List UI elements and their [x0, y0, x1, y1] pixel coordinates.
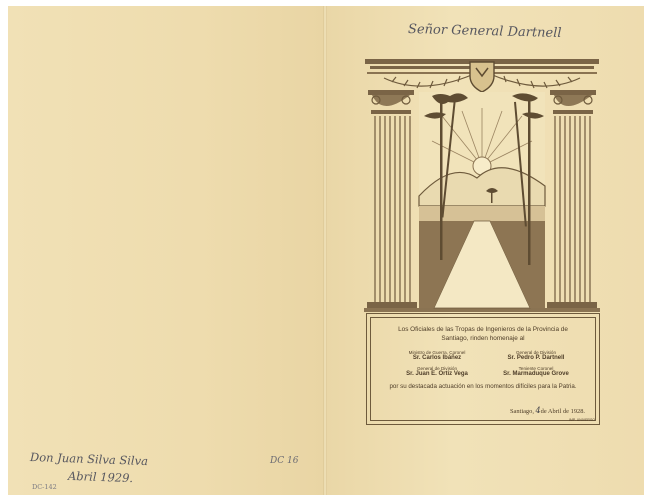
left-column-base	[367, 302, 417, 308]
right-column-base	[547, 302, 597, 308]
honoree-name: Sr. Carlos Ibáñez	[412, 355, 462, 361]
archive-mark-right: DC 16	[270, 456, 299, 466]
date-suffix: de Abril de 1928.	[540, 408, 585, 415]
right-column	[555, 116, 590, 302]
archive-mark-left: DC-142	[32, 483, 57, 491]
card-fold-crease	[323, 6, 327, 495]
dedication-intro: Los Oficiales de las Tropas de Ingenieros de la Provincia de Santiago, rinden homenaje al	[398, 326, 568, 342]
right-column-capital	[550, 90, 596, 114]
honoree-name: Sr. Pedro P. Dartnell	[507, 355, 565, 361]
engraved-illustration	[362, 56, 602, 326]
honoree-role: General de División	[515, 350, 557, 355]
left-column-capital	[368, 90, 414, 114]
dedication-closing: por su destacada actuación en los momentos difíciles para la Patria.	[389, 383, 577, 390]
card-back-panel	[8, 6, 324, 495]
shield-emblem-icon	[470, 62, 494, 92]
date-prefix: Santiago,	[509, 408, 534, 415]
honoree-role: Teniente Coronel	[518, 366, 554, 371]
handwritten-inscription-line2: Abril 1929.	[67, 468, 134, 486]
handwritten-inscription-line1: Don Juan Silva Silva	[29, 449, 149, 469]
dateline	[510, 406, 585, 415]
landscape-scene	[419, 92, 545, 308]
honoree-name: Sr. Marmaduque Grove	[503, 371, 569, 377]
honoree-name: Sr. Juan E. Ortiz Vega	[406, 371, 468, 377]
honoree-role: General de División	[416, 366, 458, 371]
date-day-handwritten: 4	[535, 406, 541, 415]
dedication-box	[366, 313, 600, 425]
handwritten-address: Señor General Dartnell	[407, 21, 562, 42]
printer-mark: IMP. UNIVERSO	[569, 418, 595, 422]
left-column	[375, 116, 410, 302]
honoree-role: Ministro de Guerra, Coronel	[408, 350, 466, 355]
